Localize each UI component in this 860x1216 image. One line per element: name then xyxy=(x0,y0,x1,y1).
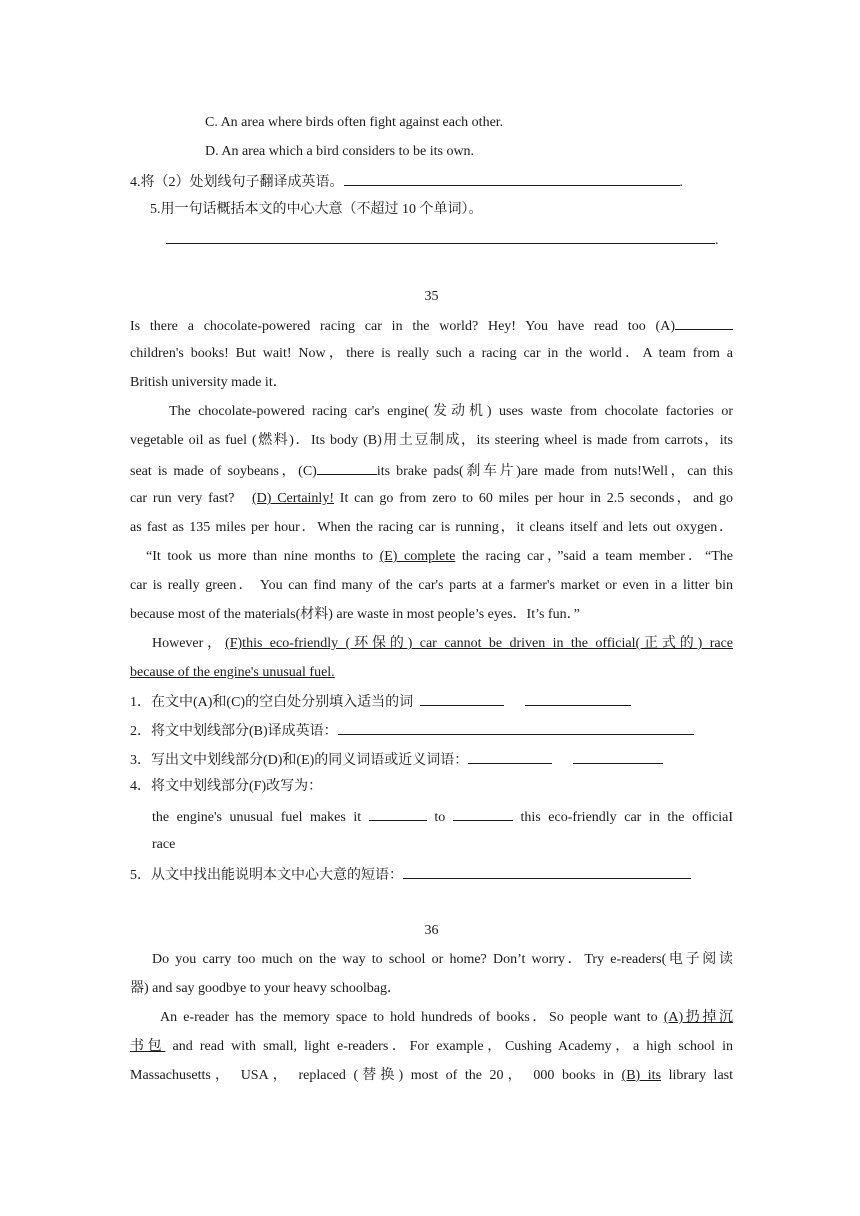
question-5-summary: 5.用一句话概括本文的中心大意（不超过 10 个单词）。 xyxy=(150,202,483,217)
s35-p1-line3: British university made it． xyxy=(130,375,287,390)
answer-blank[interactable] xyxy=(403,865,691,879)
answer-blank-a[interactable] xyxy=(420,692,504,706)
s36-p2-line3 xyxy=(130,1067,733,1085)
text: 2．将文中划线部分(B)译成英语： xyxy=(130,724,338,739)
text: its brake pads(刹车片)are made from nuts!Well，can this xyxy=(376,464,733,479)
text: library last xyxy=(661,1068,733,1083)
text: However， xyxy=(152,636,226,651)
s35-question-1 xyxy=(130,692,631,712)
period: . xyxy=(679,175,683,190)
s35-p3-line2: car is really green． You can find many of the car's parts at a farmer's market or even in a litter bin xyxy=(130,578,733,593)
text: this eco-friendly car in the officiaI xyxy=(520,810,734,825)
question-5-answer-line xyxy=(166,230,719,250)
text: 5．从文中找出能说明本文中心大意的短语： xyxy=(130,868,403,883)
s36-p2-line1 xyxy=(160,1009,733,1027)
text: An e-reader has the memory space to hold hundreds of books．So people want to xyxy=(160,1010,664,1025)
s35-p3-line3: because most of the materials(材料) are waste in most people’s eyes．It’s fun．” xyxy=(130,607,580,622)
text: the engine's unusual fuel makes it xyxy=(152,810,362,825)
underlined-d: (D) Certainly! xyxy=(251,491,334,506)
s35-p4-line1 xyxy=(152,635,733,653)
answer-blank[interactable] xyxy=(453,807,513,821)
text: 1．在文中(A)和(C)的空白处分别填入适当的词 xyxy=(130,695,414,710)
underlined-f: (F)this eco-friendly (环保的) car cannot be driven in the official(正式的) race xyxy=(225,636,734,651)
text: “It took us more than nine months to xyxy=(146,549,380,564)
option-d: D. An area which a bird considers to be its own. xyxy=(205,144,475,159)
section-number-35: 35 xyxy=(424,289,439,304)
question-4-translate xyxy=(130,172,683,192)
s36-p1-line2: 器) and say goodbye to your heavy schoolbag． xyxy=(130,981,401,996)
s35-p3-line1 xyxy=(146,548,733,566)
question-4-text: 4.将（2）处划线句子翻译成英语。 xyxy=(130,175,344,190)
answer-blank-e[interactable] xyxy=(573,750,663,764)
s35-question-4: 4．将文中划线部分(F)改写为： xyxy=(130,779,323,794)
answer-blank[interactable] xyxy=(344,172,680,186)
blank-a[interactable] xyxy=(675,316,733,330)
blank-c[interactable] xyxy=(317,461,377,475)
text: to xyxy=(434,810,446,825)
answer-blank[interactable] xyxy=(338,721,694,735)
text: Is there a chocolate-powered racing car in the world? Hey! You have read too (A) xyxy=(130,319,675,334)
text: car run very fast? xyxy=(130,491,235,506)
period: . xyxy=(715,233,719,248)
text: It can go from zero to 60 miles per hour in 2.5 seconds，and go xyxy=(333,491,733,506)
underlined-e: (E) complete xyxy=(379,549,456,564)
s36-p1-line1: Do you carry too much on the way to school or home? Don’t worry．Try e-readers(电子阅读 xyxy=(152,952,733,967)
s35-p2-line5: as fast as 135 miles per hour．When the racing car is running，it cleans itself and lets out oxygen． xyxy=(130,520,733,535)
answer-blank-d[interactable] xyxy=(468,750,552,764)
text: the racing car，”said a team member．“The xyxy=(455,549,733,564)
underlined-b: (B) its xyxy=(621,1068,662,1083)
underlined-a-cont: 书包 xyxy=(130,1039,166,1054)
answer-blank[interactable] xyxy=(369,807,427,821)
underlined-a: (A)扔掉沉 xyxy=(663,1010,733,1025)
s35-question-3 xyxy=(130,750,663,770)
s35-p4-line2: because of the engine's unusual fuel. xyxy=(130,665,335,680)
answer-blank[interactable] xyxy=(166,230,715,244)
s36-p2-line2 xyxy=(130,1038,733,1056)
answer-blank-c[interactable] xyxy=(525,692,631,706)
s35-question-4-rewrite xyxy=(152,807,733,827)
text: and read with small, light e-readers．For example，Cushing Academy，a high school in xyxy=(165,1039,733,1054)
s35-question-5 xyxy=(130,865,691,885)
s35-p1-line1 xyxy=(130,316,733,336)
option-c: C. An area where birds often fight against each other. xyxy=(205,115,504,130)
s35-p1-line2: children's books! But wait! Now，there is really such a racing car in the world．A team from a xyxy=(130,346,733,361)
text: seat is made of soybeans，(C) xyxy=(130,464,317,479)
s35-p2-line3 xyxy=(130,461,733,481)
s35-p2-line4 xyxy=(130,490,733,508)
s35-p2-line1: The chocolate-powered racing car's engine(发动机) uses waste from chocolate factories or xyxy=(169,404,733,419)
s35-question-4-line2: race xyxy=(152,837,176,852)
text: Massachusetts， USA， replaced (替换) most of the 20， 000 books in xyxy=(130,1068,622,1083)
s35-question-2 xyxy=(130,721,694,741)
text: 3．写出文中划线部分(D)和(E)的同义词语或近义词语： xyxy=(130,753,469,768)
section-number-36: 36 xyxy=(424,923,439,938)
s35-p2-line2: vegetable oil as fuel (燃料)．Its body (B)用土豆制成，its steering wheel is made from carrots，its xyxy=(130,433,733,448)
